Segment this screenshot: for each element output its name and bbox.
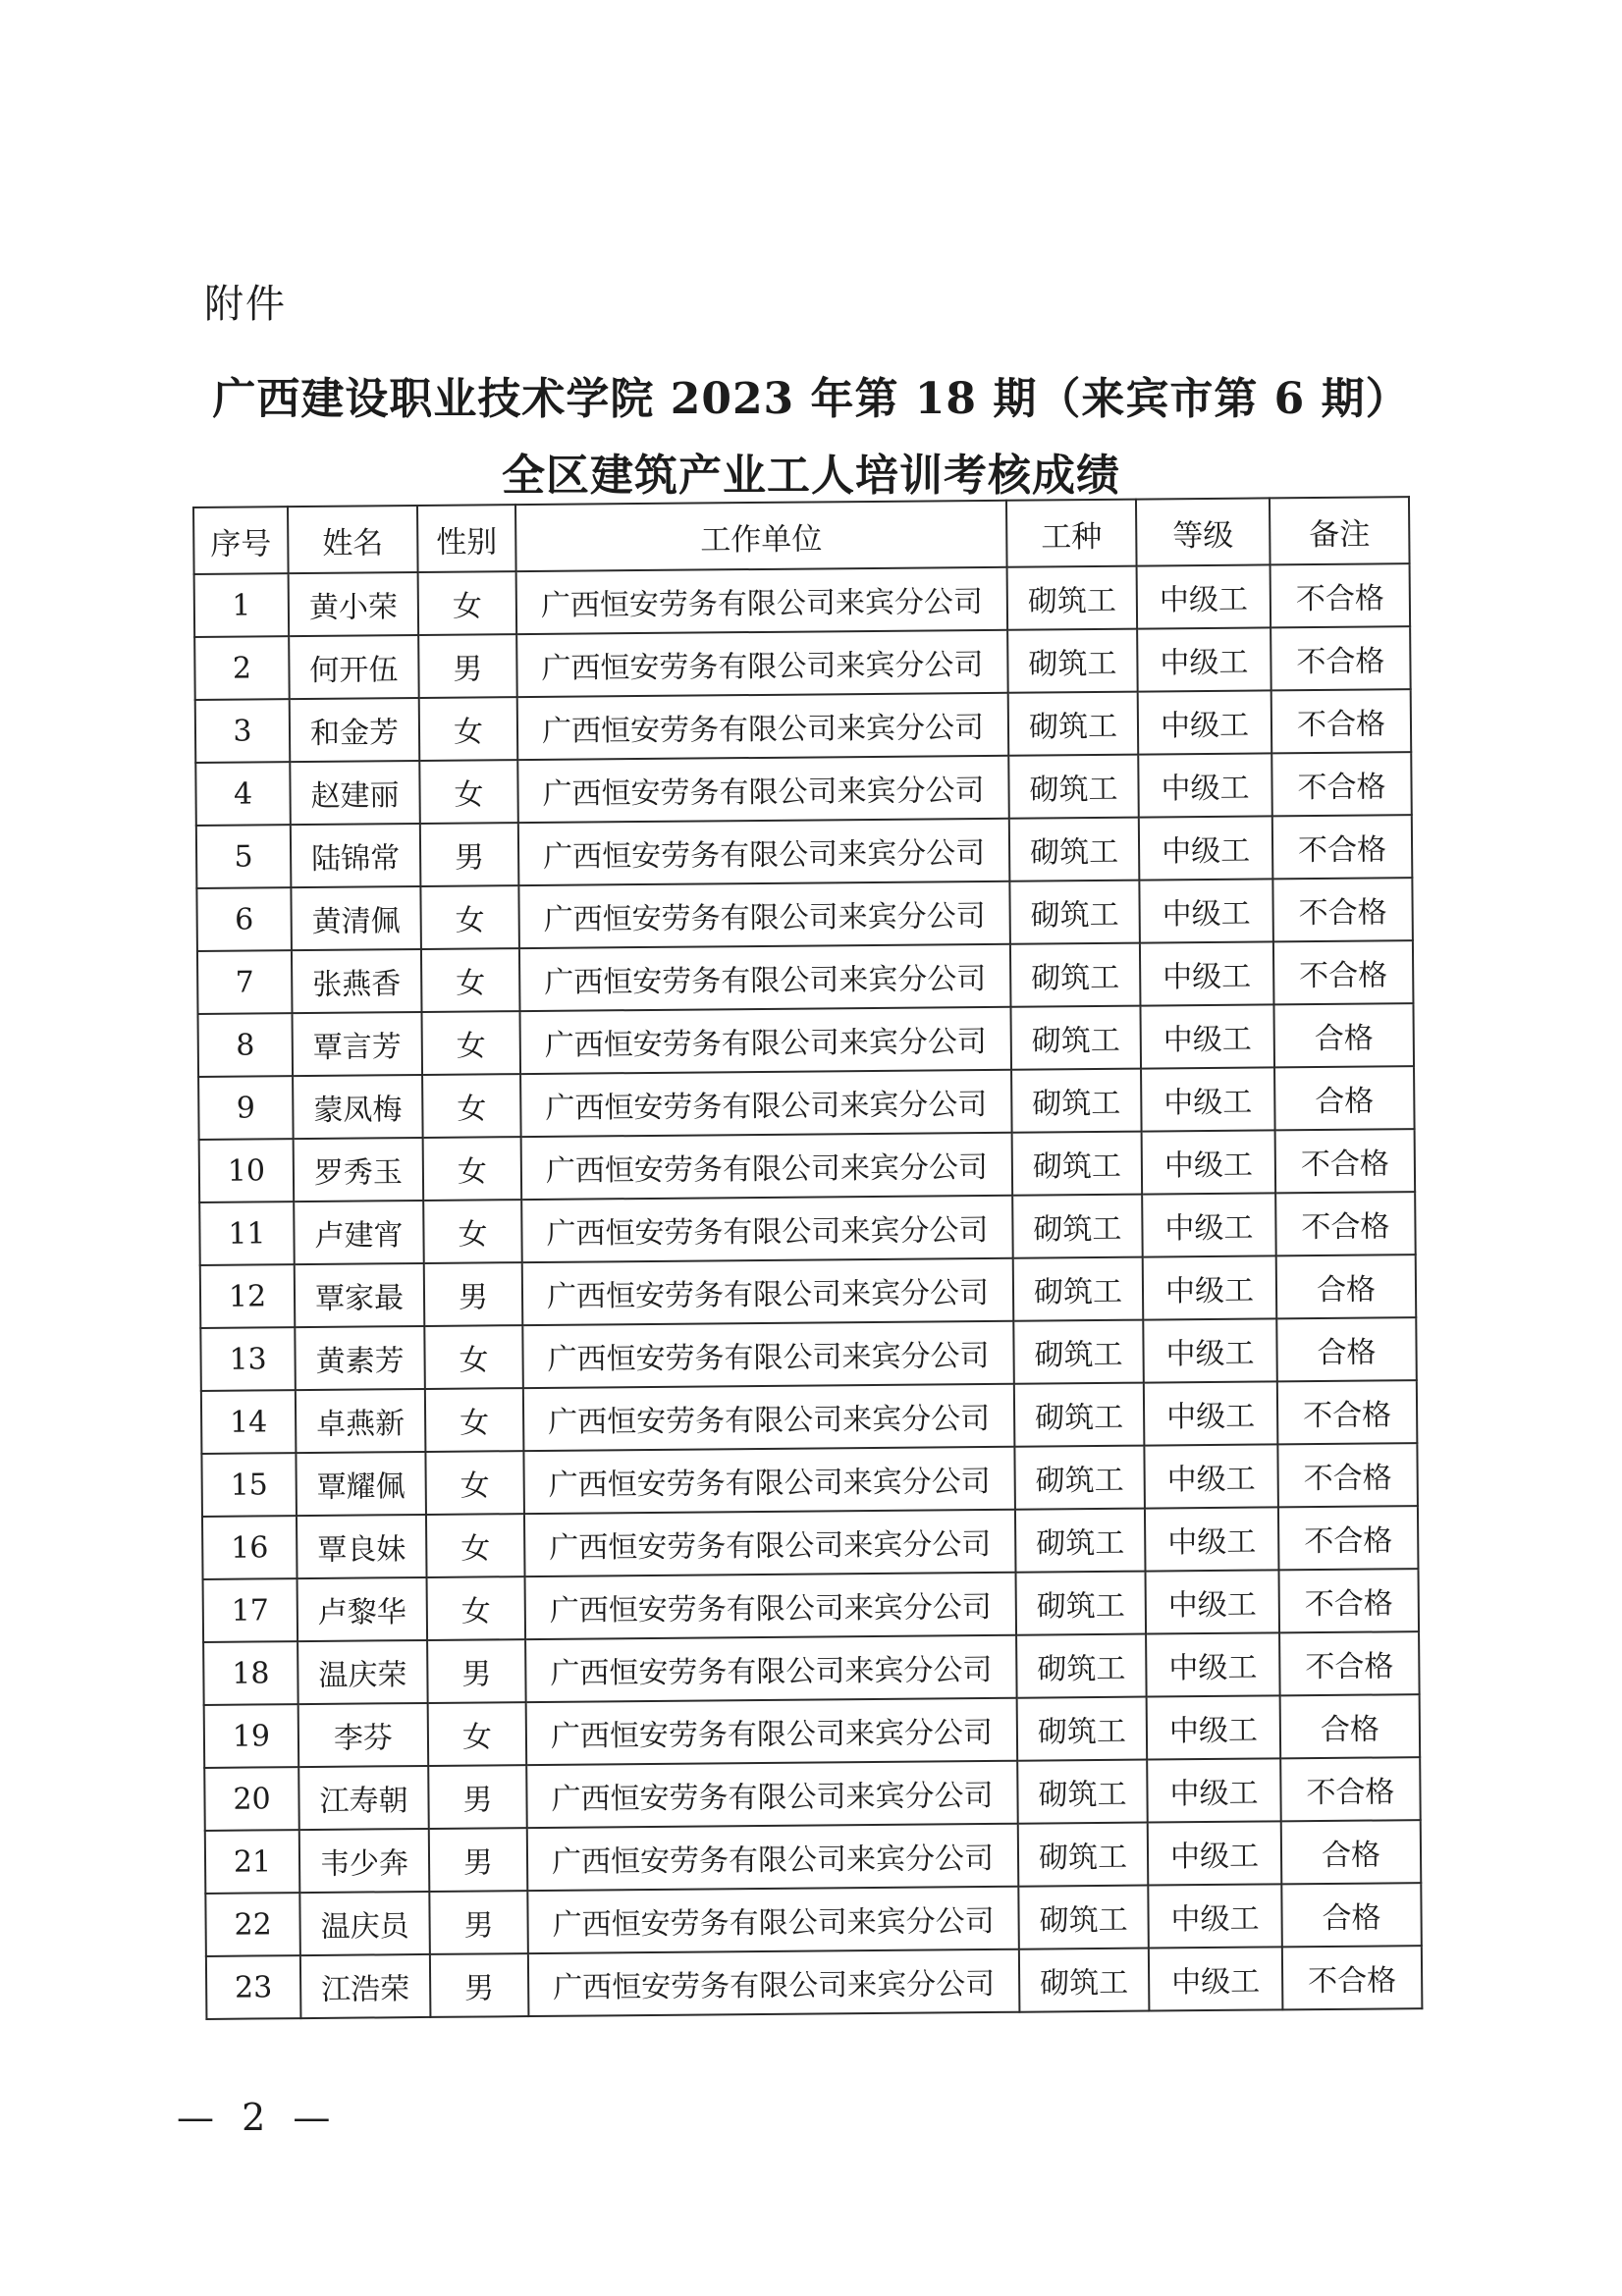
cell-note: 不合格 — [1271, 626, 1411, 690]
cell-sex: 女 — [424, 1325, 523, 1389]
cell-name: 黄小荣 — [289, 572, 419, 636]
cell-seq: 8 — [198, 1013, 294, 1077]
cell-trade: 砌筑工 — [1008, 692, 1139, 756]
table-row — [200, 1317, 1417, 1391]
cell-name: 覃耀佩 — [296, 1452, 426, 1516]
cell-trade: 砌筑工 — [1010, 1006, 1141, 1070]
cell-name: 覃家最 — [295, 1263, 425, 1327]
table-row — [197, 940, 1414, 1014]
cell-seq: 14 — [201, 1390, 297, 1454]
cell-unit: 广西恒安劳务有限公司来宾分公司 — [525, 1573, 1017, 1639]
table-row — [196, 878, 1413, 951]
cell-name: 赵建丽 — [290, 761, 420, 825]
cell-level: 中级工 — [1148, 1884, 1282, 1948]
cell-note: 不合格 — [1282, 1946, 1423, 2009]
cell-seq: 12 — [200, 1264, 296, 1328]
page-number: — 2 — — [177, 2096, 339, 2139]
cell-seq: 3 — [195, 699, 291, 763]
table-body — [194, 563, 1423, 2019]
cell-level: 中级工 — [1147, 1758, 1281, 1822]
cell-seq: 13 — [200, 1327, 296, 1391]
cell-level: 中级工 — [1137, 627, 1271, 691]
cell-sex: 男 — [429, 1828, 528, 1892]
cell-level: 中级工 — [1149, 1947, 1283, 2010]
column-header-trade: 工种 — [1006, 500, 1137, 567]
table-row — [195, 752, 1412, 826]
cell-unit: 广西恒安劳务有限公司来宾分公司 — [517, 756, 1009, 823]
table-row — [204, 1694, 1421, 1768]
cell-name: 黄素芳 — [295, 1326, 425, 1390]
cell-sex: 女 — [422, 1074, 521, 1138]
cell-note: 合格 — [1273, 1003, 1414, 1067]
cell-seq: 2 — [194, 636, 290, 700]
cell-level: 中级工 — [1140, 941, 1274, 1005]
table-row — [195, 689, 1412, 763]
cell-trade: 砌筑工 — [1016, 1572, 1147, 1635]
cell-unit: 广西恒安劳务有限公司来宾分公司 — [522, 1321, 1014, 1388]
cell-name: 和金芳 — [290, 698, 420, 762]
column-header-unit: 工作单位 — [515, 501, 1007, 571]
cell-note: 合格 — [1274, 1066, 1415, 1130]
cell-seq: 7 — [197, 950, 293, 1014]
cell-trade: 砌筑工 — [1017, 1760, 1148, 1824]
cell-name: 江寿朝 — [298, 1766, 429, 1830]
table-row — [203, 1631, 1420, 1705]
table-row — [199, 1129, 1416, 1202]
table-row — [199, 1192, 1416, 1265]
cell-level: 中级工 — [1138, 690, 1272, 754]
cell-name: 覃言芳 — [293, 1012, 423, 1076]
column-header-seq: 序号 — [193, 507, 289, 574]
cell-name: 卢建宵 — [294, 1201, 424, 1264]
cell-trade: 砌筑工 — [1009, 818, 1140, 881]
cell-level: 中级工 — [1144, 1381, 1278, 1445]
cell-note: 不合格 — [1277, 1443, 1418, 1507]
table-row — [194, 563, 1411, 637]
cell-note: 不合格 — [1279, 1631, 1420, 1695]
cell-sex: 男 — [427, 1639, 526, 1703]
cell-level: 中级工 — [1138, 753, 1272, 817]
cell-trade: 砌筑工 — [1017, 1697, 1148, 1761]
cell-seq: 11 — [199, 1201, 295, 1265]
cell-unit: 广西恒安劳务有限公司来宾分公司 — [523, 1447, 1015, 1514]
cell-name: 江浩荣 — [300, 1954, 431, 2018]
cell-seq: 1 — [194, 573, 290, 637]
cell-trade: 砌筑工 — [1010, 943, 1141, 1007]
cell-note: 不合格 — [1275, 1129, 1416, 1193]
cell-level: 中级工 — [1144, 1444, 1278, 1508]
cell-sex: 女 — [422, 1011, 521, 1075]
table-row — [198, 1003, 1415, 1077]
cell-seq: 5 — [196, 825, 292, 888]
cell-name: 韦少奔 — [299, 1829, 430, 1893]
cell-note: 不合格 — [1271, 689, 1412, 753]
cell-unit: 广西恒安劳务有限公司来宾分公司 — [518, 881, 1010, 948]
cell-note: 合格 — [1276, 1317, 1417, 1381]
cell-unit: 广西恒安劳务有限公司来宾分公司 — [519, 944, 1011, 1011]
cell-unit: 广西恒安劳务有限公司来宾分公司 — [517, 693, 1009, 760]
table-row — [201, 1443, 1418, 1517]
cell-seq: 19 — [204, 1704, 299, 1768]
cell-sex: 男 — [420, 823, 519, 886]
cell-note: 不合格 — [1272, 815, 1413, 879]
cell-seq: 18 — [203, 1641, 298, 1705]
cell-trade: 砌筑工 — [1015, 1509, 1146, 1573]
cell-trade: 砌筑工 — [1014, 1383, 1145, 1447]
cell-trade: 砌筑工 — [1011, 1069, 1142, 1133]
table-row — [203, 1569, 1420, 1642]
cell-sex: 女 — [427, 1576, 526, 1640]
cell-name: 陆锦常 — [291, 824, 421, 887]
cell-sex: 男 — [418, 634, 517, 698]
cell-name: 温庆员 — [299, 1892, 430, 1955]
cell-sex: 女 — [418, 571, 517, 635]
cell-level: 中级工 — [1139, 816, 1273, 880]
cell-trade: 砌筑工 — [1018, 1886, 1149, 1949]
cell-seq: 23 — [206, 1955, 301, 2019]
cell-unit: 广西恒安劳务有限公司来宾分公司 — [518, 819, 1010, 885]
cell-sex: 女 — [425, 1451, 524, 1515]
cell-name: 覃良妹 — [297, 1515, 427, 1578]
cell-trade: 砌筑工 — [1018, 1823, 1149, 1887]
cell-level: 中级工 — [1143, 1318, 1277, 1382]
table-row — [201, 1380, 1418, 1454]
cell-level: 中级工 — [1146, 1632, 1280, 1696]
cell-name: 蒙凤梅 — [293, 1075, 423, 1139]
cell-unit: 广西恒安劳务有限公司来宾分公司 — [516, 567, 1008, 634]
cell-seq: 20 — [204, 1767, 299, 1831]
attachment-label: 附件 — [204, 282, 287, 327]
cell-seq: 9 — [198, 1076, 294, 1140]
cell-trade: 砌筑工 — [1009, 881, 1140, 944]
table-row — [200, 1255, 1417, 1328]
cell-sex: 女 — [420, 885, 519, 949]
cell-sex: 男 — [424, 1262, 523, 1326]
cell-trade: 砌筑工 — [1014, 1446, 1145, 1510]
column-header-note: 备注 — [1270, 497, 1410, 564]
cell-note: 不合格 — [1272, 878, 1413, 941]
cell-sex: 女 — [419, 760, 518, 824]
cell-note: 合格 — [1281, 1820, 1422, 1884]
cell-trade: 砌筑工 — [1007, 566, 1138, 630]
table-row — [205, 1883, 1422, 1956]
cell-trade: 砌筑工 — [1012, 1195, 1143, 1258]
cell-seq: 17 — [203, 1578, 298, 1642]
cell-level: 中级工 — [1146, 1570, 1280, 1633]
cell-note: 不合格 — [1271, 752, 1412, 816]
cell-sex: 男 — [428, 1765, 527, 1829]
cell-unit: 广西恒安劳务有限公司来宾分公司 — [523, 1384, 1015, 1451]
cell-unit: 广西恒安劳务有限公司来宾分公司 — [525, 1635, 1017, 1702]
cell-level: 中级工 — [1145, 1507, 1279, 1571]
cell-level: 中级工 — [1140, 1004, 1274, 1068]
document-title: 广西建设职业技术学院 2023 年第 18 期（来宾市第 6 期） — [212, 374, 1410, 424]
table-row — [194, 626, 1411, 700]
cell-unit: 广西恒安劳务有限公司来宾分公司 — [526, 1698, 1018, 1765]
cell-unit: 广西恒安劳务有限公司来宾分公司 — [516, 630, 1008, 697]
results-table — [192, 496, 1423, 2020]
cell-trade: 砌筑工 — [1016, 1634, 1147, 1698]
column-header-level: 等级 — [1136, 498, 1271, 565]
cell-level: 中级工 — [1143, 1255, 1277, 1319]
cell-unit: 广西恒安劳务有限公司来宾分公司 — [521, 1133, 1013, 1200]
cell-trade: 砌筑工 — [1008, 755, 1139, 819]
cell-note: 不合格 — [1278, 1569, 1419, 1632]
cell-level: 中级工 — [1137, 564, 1271, 628]
cell-trade: 砌筑工 — [1019, 1949, 1150, 2012]
cell-name: 卓燕新 — [296, 1389, 426, 1453]
cell-trade: 砌筑工 — [1012, 1132, 1143, 1196]
cell-level: 中级工 — [1142, 1130, 1276, 1194]
table-row — [196, 815, 1413, 888]
cell-unit: 广西恒安劳务有限公司来宾分公司 — [527, 1824, 1019, 1891]
cell-name: 何开伍 — [289, 635, 419, 699]
cell-sex: 女 — [419, 697, 518, 761]
cell-unit: 广西恒安劳务有限公司来宾分公司 — [526, 1761, 1018, 1828]
cell-note: 不合格 — [1273, 940, 1414, 1004]
cell-sex: 女 — [423, 1137, 522, 1201]
cell-name: 温庆荣 — [297, 1640, 428, 1704]
cell-sex: 女 — [425, 1388, 524, 1452]
cell-seq: 21 — [205, 1830, 300, 1894]
cell-level: 中级工 — [1141, 1067, 1275, 1131]
column-header-name: 姓名 — [288, 506, 418, 573]
cell-name: 张燕香 — [292, 949, 422, 1013]
cell-level: 中级工 — [1147, 1695, 1281, 1759]
table-row — [202, 1506, 1419, 1579]
cell-sex: 男 — [430, 1953, 529, 2017]
cell-level: 中级工 — [1139, 879, 1273, 942]
table-row — [206, 1946, 1423, 2019]
cell-note: 不合格 — [1278, 1506, 1419, 1570]
cell-note: 不合格 — [1277, 1380, 1418, 1444]
cell-seq: 10 — [199, 1139, 295, 1202]
cell-sex: 女 — [421, 948, 520, 1012]
cell-seq: 6 — [196, 887, 292, 951]
cell-name: 黄清佩 — [291, 886, 421, 950]
cell-level: 中级工 — [1148, 1821, 1282, 1885]
cell-note: 合格 — [1276, 1255, 1417, 1318]
cell-trade: 砌筑工 — [1013, 1320, 1144, 1384]
cell-name: 罗秀玉 — [294, 1138, 424, 1201]
cell-unit: 广西恒安劳务有限公司来宾分公司 — [520, 1070, 1012, 1137]
cell-sex: 女 — [426, 1514, 525, 1577]
cell-trade: 砌筑工 — [1013, 1257, 1144, 1321]
cell-sex: 男 — [429, 1891, 528, 1954]
cell-trade: 砌筑工 — [1007, 629, 1138, 693]
cell-seq: 16 — [202, 1516, 297, 1579]
document-subtitle: 全区建筑产业工人培训考核成绩 — [502, 451, 1120, 501]
cell-unit: 广西恒安劳务有限公司来宾分公司 — [522, 1258, 1014, 1325]
cell-note: 不合格 — [1271, 563, 1411, 627]
table-header-row — [193, 497, 1410, 574]
column-header-sex: 性别 — [417, 505, 516, 572]
cell-name: 李芬 — [298, 1703, 429, 1767]
table-row — [205, 1820, 1422, 1894]
cell-level: 中级工 — [1142, 1193, 1276, 1256]
cell-unit: 广西恒安劳务有限公司来宾分公司 — [524, 1510, 1016, 1576]
cell-unit: 广西恒安劳务有限公司来宾分公司 — [528, 1949, 1020, 2016]
cell-seq: 15 — [201, 1453, 297, 1517]
cell-note: 不合格 — [1280, 1757, 1421, 1821]
cell-note: 不合格 — [1275, 1192, 1416, 1255]
cell-name: 卢黎华 — [297, 1577, 428, 1641]
cell-seq: 4 — [195, 762, 291, 826]
cell-note: 合格 — [1280, 1694, 1421, 1758]
cell-unit: 广西恒安劳务有限公司来宾分公司 — [521, 1196, 1013, 1262]
table-row — [198, 1066, 1415, 1140]
cell-seq: 22 — [205, 1893, 300, 1956]
cell-sex: 女 — [423, 1200, 522, 1263]
cell-sex: 女 — [428, 1702, 527, 1766]
cell-unit: 广西恒安劳务有限公司来宾分公司 — [519, 1007, 1011, 1074]
table-row — [204, 1757, 1421, 1831]
cell-unit: 广西恒安劳务有限公司来宾分公司 — [527, 1887, 1019, 1953]
cell-note: 合格 — [1281, 1883, 1422, 1947]
